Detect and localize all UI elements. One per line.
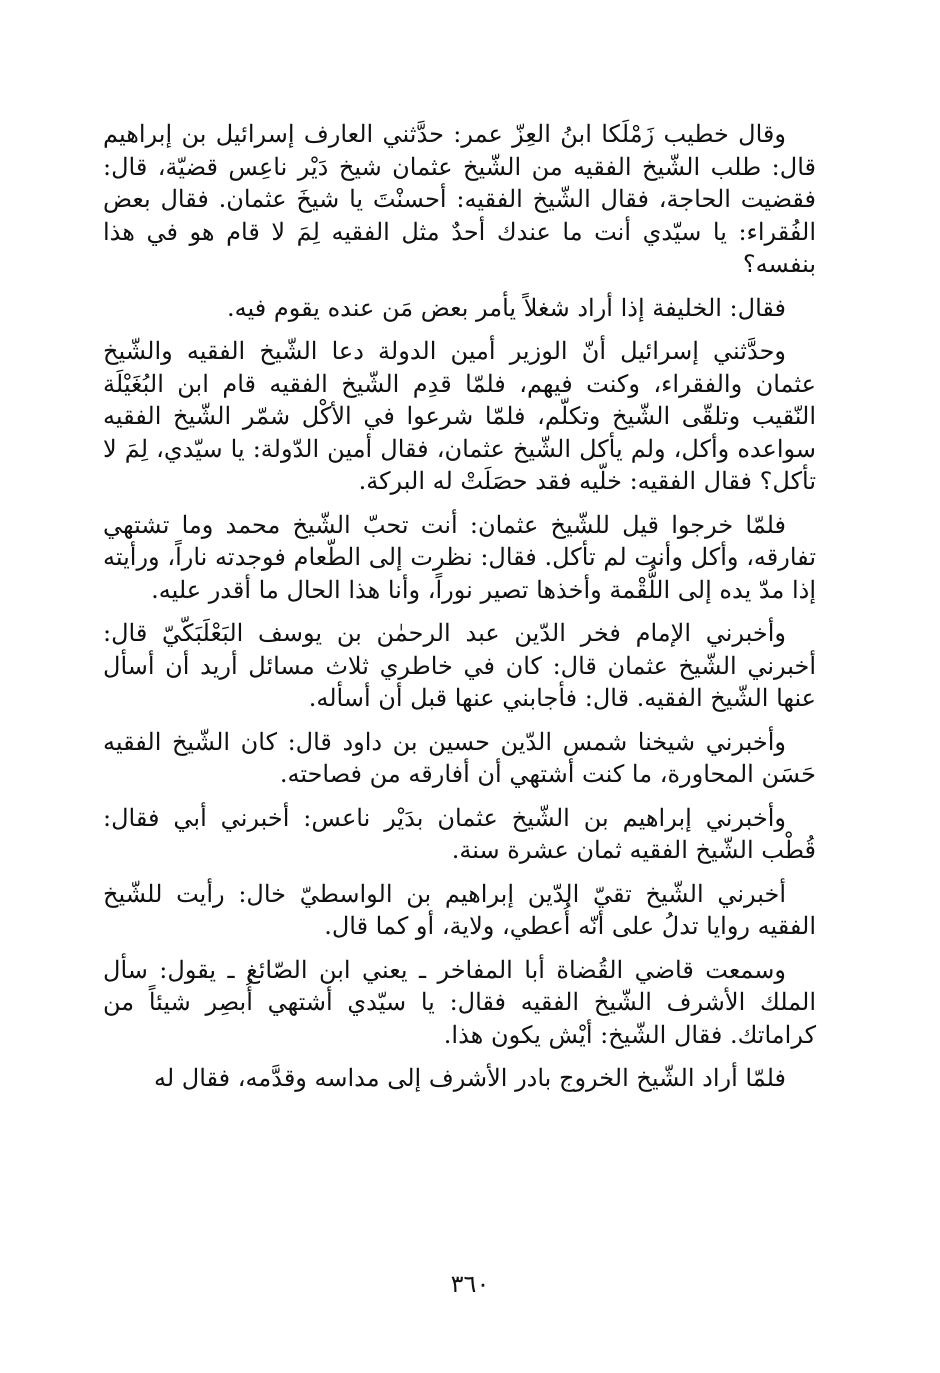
page-number: ٣٦٠	[450, 1270, 490, 1298]
paragraph-3: وحدَّثني إسرائيل أنّ الوزير أمين الدولة دعا الشّيخ الفقيه والشّيخ عثمان والفقراء، وكنت فيهم، فلمّا قدِم الشّيخ الفقيه قام ابن البُغَيْلَة النّقيب وتلقّى الشّيخ وتكلّم، فلمّا شرعوا في الأكْل شمّر الشّيخ الفقيه سواعده وأكل، ولم يأكل الشّيخ عثمان، فقال أمين الدّولة: يا سيّدي، لِمَ لا تأكل؟ فقال الفقيه: خلّيه فقد حصَلَتْ له البركة.	[103, 337, 816, 495]
paragraph-10: فلمّا أراد الشّيخ الخروج بادر الأشرف إلى مداسه وقدَّمه، فقال له	[153, 1064, 786, 1092]
paragraph-2: فقال: الخليفة إذا أراد شغلاً يأمر بعض مَن عنده يقوم فيه.	[227, 293, 786, 322]
paragraph-7: وأخبرني إبراهيم بن الشّيخ عثمان بدَيْر ناعس: أخبرني أبي فقال: قُطْب الشّيخ الفقيه ثمان عشرة سنة.	[103, 803, 816, 864]
paragraph-5: وأخبرني الإمام فخر الدّين عبد الرحمٰن بن يوسف البَعْلَبَكّيّ قال: أخبرني الشّيخ عثمان قال: كان في خاطري ثلاث مسائل أريد أن أسأل عنها الشّيخ الفقيه. قال: فأجابني عنها قبل أن أسأله.	[103, 619, 816, 712]
body-text	[103, 118, 816, 1106]
paragraph-4: فلمّا خرجوا قيل للشّيخ عثمان: أنت تحبّ الشّيخ محمد وما تشتهي تفارقه، وأكل وأنت لم تأكل. فقال: نظرت إلى الطّعام فوجدته ناراً، ورأيته إذا مدّ يده إلى اللُّقْمة وأخذها تصير نوراً، وأنا هذا الحال ما أقدر عليه.	[103, 510, 816, 604]
paragraph-6: وأخبرني شيخنا شمس الدّين حسين بن داود قال: كان الشّيخ الفقيه حَسَن المحاورة، ما كنت أشتهي أن أفارقه من فصاحته.	[103, 727, 816, 788]
paragraph-1: وقال خطيب زَمْلَكا ابنُ العِزّ عمر: حدَّثني العارف إسرائيل بن إبراهيم قال: طلب الشّيخ الفقيه من الشّيخ عثمان شيخ دَيْر ناعِس قضيّة، قال: فقضيت الحاجة، فقال الشّيخ الفقيه: أحسنْتَ يا شيخَ عثمان. فقال بعض الفُقراء: يا سيّدي أنت ما عندك أحدٌ مثل الفقيه لِمَ لا قام هو في هذا بنفسه؟	[103, 120, 816, 278]
paragraph-8: أخبرني الشّيخ تقيّ الدّين إبراهيم بن الواسطيّ خال: رأيت للشّيخ الفقيه روايا تدلُ على أنّه أُعطي، ولاية، أو كما قال.	[103, 879, 816, 940]
paragraph-9: وسمعت قاضي القُضاة أبا المفاخر ـ يعني ابن الصّائغ ـ يقول: سأل الملك الأشرف الشّيخ الفقيه فقال: يا سيّدي أشتهي أُبصِر شيئاً من كراماتك. فقال الشّيخ: أيْش يكون هذا.	[103, 955, 817, 1049]
